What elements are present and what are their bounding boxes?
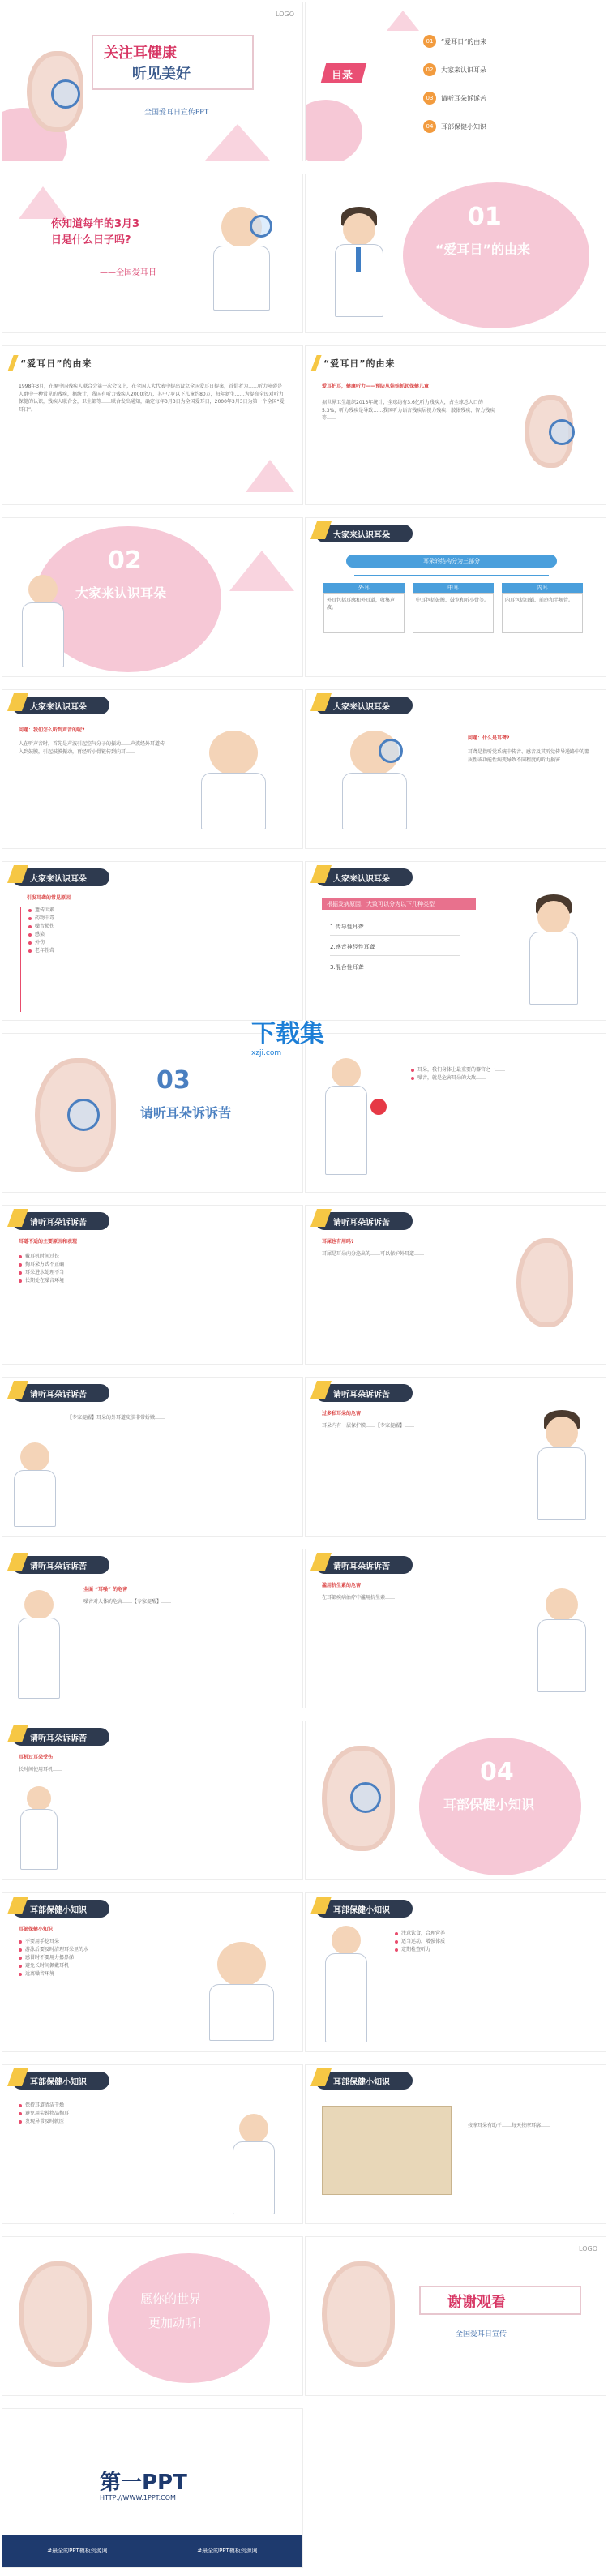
header-text: 耳部保健小知识 bbox=[30, 1905, 87, 1915]
part-label: 中耳 bbox=[413, 583, 494, 593]
slide-header bbox=[12, 1212, 109, 1230]
complain-item: 掏耳朵方式不正确 bbox=[19, 1261, 286, 1269]
slide-origin[interactable] bbox=[2, 345, 303, 505]
header-text: 耳部保健小知识 bbox=[333, 1905, 390, 1915]
complain-list bbox=[19, 1253, 286, 1285]
logo-text: LOGO bbox=[276, 11, 294, 18]
doctor-illustration bbox=[533, 1410, 589, 1524]
section-number: 01 bbox=[468, 203, 502, 231]
slide-causes[interactable] bbox=[2, 861, 303, 1021]
slide-toc[interactable] bbox=[305, 2, 606, 161]
section-title: “爱耳日”的由来 bbox=[435, 242, 531, 257]
complain-text: 【专家提醒】耳朵的外耳道皮肤非常娇嫩…… bbox=[67, 1415, 165, 1421]
slide-how-hear[interactable] bbox=[2, 689, 303, 849]
brand-url: HTTP://WWW.1PPT.COM bbox=[100, 2494, 176, 2501]
section-title: 请听耳朵诉诉苦 bbox=[140, 1105, 232, 1121]
origin-paragraph: 1998年3月，在原中国残疾人联合会第一次会议上，在全国人大代表中提出设立全国爱耳日提案，首倡者为……听力障碍是人群中一种常见的残疾，据统计，我国有听力残疾人2000余万，其中7岁以下儿童约80万，每年新生……为提高全民对听力保健的认识，残疾人联合会，卫生部等……联合发出通知，确定每年3月3日为全国爱耳日，2000年3月3日为第一个全国“爱耳日”。 bbox=[19, 384, 285, 413]
care-item: 避免长时间佩戴耳机 bbox=[19, 1962, 181, 1970]
header-text: 大家来认识耳朵 bbox=[333, 702, 390, 712]
slide-complain-6[interactable] bbox=[305, 1549, 606, 1708]
slide-header bbox=[315, 868, 413, 886]
slide-care-3[interactable] bbox=[2, 2064, 303, 2224]
header-text: 请听耳朵诉诉苦 bbox=[333, 1562, 390, 1571]
slide-header bbox=[315, 1556, 413, 1574]
brand-name: 第一PPT bbox=[100, 2471, 187, 2495]
brand-footer bbox=[2, 2535, 302, 2567]
slide-thanks[interactable] bbox=[305, 2236, 606, 2396]
slide-types[interactable] bbox=[305, 861, 606, 1021]
slide-anatomy[interactable] bbox=[305, 517, 606, 677]
cause-item: 遗传因素 bbox=[28, 907, 272, 915]
care-item: 远离噪音环境 bbox=[19, 1970, 181, 1978]
slide-section-01[interactable] bbox=[305, 174, 606, 333]
care-item: 定期检查听力 bbox=[395, 1946, 589, 1954]
thanks-title: 谢谢观看 bbox=[447, 2294, 506, 2311]
causes-title: 引发耳聋的常见原因 bbox=[27, 895, 71, 901]
complain-text: 在耳部疾病治疗中滥用抗生素…… bbox=[322, 1595, 396, 1601]
heart-icon bbox=[370, 1099, 387, 1115]
slide-header bbox=[12, 1556, 109, 1574]
complain-intro-item: 耳朵，我们身体上最重要的器官之一…… bbox=[411, 1066, 589, 1074]
care-item: 不要用手挖耳朵 bbox=[19, 1938, 181, 1946]
part-desc: 外耳包括耳廓和外耳道，收集声波。 bbox=[323, 593, 405, 633]
types-banner: 根据发病原因，大致可以分为以下几种类型 bbox=[322, 898, 476, 910]
how-hear-question: 问题：我们怎么听到声音的呢? bbox=[19, 727, 85, 733]
header-text: 请听耳朵诉诉苦 bbox=[30, 1218, 87, 1228]
nurse-illustration bbox=[19, 1786, 59, 1875]
header-text: 耳部保健小知识 bbox=[30, 2077, 87, 2087]
cover-subtitle: 全国爱耳日宣传PPT bbox=[144, 109, 209, 117]
slide-header bbox=[12, 868, 109, 886]
slide-care-4[interactable] bbox=[305, 2064, 606, 2224]
slide-care-1[interactable] bbox=[2, 1892, 303, 2052]
acupuncture-image bbox=[322, 2106, 452, 2195]
toc-item-3[interactable] bbox=[423, 92, 486, 105]
nurse-illustration bbox=[322, 1926, 370, 2047]
complain-text: 长时间使用耳机…… bbox=[19, 1767, 63, 1772]
slide-care-2[interactable] bbox=[305, 1892, 606, 2052]
header-text: 大家来认识耳朵 bbox=[30, 702, 87, 712]
question-line2: 日是什么日子吗? bbox=[51, 234, 131, 246]
question-line1: 你知道每年的3月3 bbox=[51, 218, 140, 230]
toc-num: 01 bbox=[423, 35, 436, 48]
header-text: 大家来认识耳朵 bbox=[30, 874, 87, 884]
complain-intro-item: 噪音，就是危害耳朵的大敌…… bbox=[411, 1074, 589, 1082]
part-middle bbox=[413, 583, 494, 633]
toc-item-2[interactable] bbox=[423, 63, 486, 76]
part-label: 内耳 bbox=[502, 583, 583, 593]
brand-footer-col: #最全的PPT模板资源网 bbox=[197, 2548, 258, 2554]
slide-header bbox=[2, 354, 92, 372]
cause-item: 感染 bbox=[28, 931, 272, 939]
how-hear-text: 人在听声音时，首先是声波引起空气分子的振动……声波经外耳道传入到鼓膜，引起鼓膜振动，再经听小骨链传到内耳…… bbox=[19, 741, 165, 755]
slide-header bbox=[12, 697, 109, 714]
slide-complain-3[interactable] bbox=[2, 1377, 303, 1537]
complain-title: 滥用抗生素的危害 bbox=[322, 1583, 362, 1588]
header-text: 大家来认识耳朵 bbox=[333, 874, 390, 884]
slide-header bbox=[306, 354, 395, 372]
slide-cover[interactable] bbox=[2, 2, 303, 161]
complain-intro-list bbox=[411, 1066, 589, 1082]
section-number: 02 bbox=[108, 546, 142, 575]
part-outer bbox=[323, 583, 405, 633]
type-item: 2.感音神经性耳聋 bbox=[330, 944, 375, 950]
care-item: 保持耳道清洁干燥 bbox=[19, 2102, 213, 2110]
header-text: 请听耳朵诉诉苦 bbox=[30, 1390, 87, 1399]
toc-num: 02 bbox=[423, 63, 436, 76]
nurse-illustration bbox=[229, 2114, 278, 2219]
header-text: 大家来认识耳朵 bbox=[333, 530, 390, 540]
cause-item: 老年性聋 bbox=[28, 947, 272, 955]
slide-complain-7[interactable] bbox=[2, 1721, 303, 1880]
slide-header bbox=[315, 697, 413, 714]
toc-item-1[interactable] bbox=[423, 35, 486, 48]
nurse-illustration bbox=[15, 1590, 63, 1704]
slide-question[interactable] bbox=[2, 174, 303, 333]
care-title: 耳部保健小知识 bbox=[19, 1927, 54, 1932]
causes-list bbox=[28, 907, 272, 955]
doctor-illustration bbox=[19, 575, 67, 672]
doctor-illustration bbox=[205, 199, 278, 320]
slide-wish[interactable] bbox=[2, 2236, 303, 2396]
brand-footer-col: #最全的PPT模板资源网 bbox=[47, 2548, 108, 2554]
complain-item: 长期处在噪音环境 bbox=[19, 1277, 286, 1285]
cover-title-2: 听见美好 bbox=[132, 66, 191, 83]
care-list bbox=[19, 1938, 181, 1978]
what-deaf-text: 耳聋是指听觉系统中传音、感音及其听觉传导通路中的器质性或功能性病变导致不同程度的听力损害…… bbox=[468, 749, 590, 763]
complain-title: 全面 “耳噪” 的危害 bbox=[83, 1587, 128, 1592]
header-text: 请听耳朵诉诉苦 bbox=[30, 1562, 87, 1571]
part-desc: 内耳包括耳蜗、前庭和半规管。 bbox=[502, 593, 583, 633]
part-label: 外耳 bbox=[323, 583, 405, 593]
section-number: 04 bbox=[480, 1758, 514, 1786]
care-item: 适当运动，增强体质 bbox=[395, 1938, 589, 1946]
watermark bbox=[251, 1014, 365, 1062]
logo-text: LOGO bbox=[579, 2245, 597, 2252]
care-item: 发现异常及时就医 bbox=[19, 2118, 213, 2126]
watermark-text: 下载集 bbox=[251, 1020, 324, 1048]
origin-paragraph: 据世界卫生组织2013年统计，全球约有3.6亿听力残疾人，占全球总人口的5.3%，听力残疾是导致……我国听力语言残疾居视力残疾、肢体残疾、智力残疾等…… bbox=[322, 400, 495, 421]
slide-section-04[interactable] bbox=[305, 1721, 606, 1880]
slide-header bbox=[315, 525, 413, 542]
slide-header bbox=[12, 1384, 109, 1402]
origin-slogan: 爱耳护耳，健康听力——预防从娃娃抓起保健儿童 bbox=[322, 384, 430, 389]
care-item: 感冒时不要用力擤鼻涕 bbox=[19, 1954, 181, 1962]
slide-complain-4[interactable] bbox=[305, 1377, 606, 1537]
wish-line2: 更加动听! bbox=[148, 2316, 203, 2330]
header-text: 请听耳朵诉诉苦 bbox=[333, 1218, 390, 1228]
toc-num: 04 bbox=[423, 120, 436, 133]
doctor-illustration bbox=[533, 1582, 589, 1695]
complain-title: 耳屎也有用吗? bbox=[322, 1239, 354, 1245]
slide-complain-2[interactable] bbox=[305, 1205, 606, 1365]
what-deaf-question: 问题：什么是耳聋? bbox=[468, 735, 510, 741]
anatomy-banner: 耳朵的结构分为三部分 bbox=[346, 555, 557, 568]
doctor-illustration bbox=[330, 722, 419, 836]
section-title: 大家来认识耳朵 bbox=[75, 585, 167, 601]
thanks-subtitle: 全国爱耳日宣传 bbox=[456, 2330, 507, 2338]
slide-complain-1[interactable] bbox=[2, 1205, 303, 1365]
doctor-illustration bbox=[11, 1442, 59, 1532]
toc-item-label: 大家来认识耳朵 bbox=[441, 66, 486, 74]
toc-item-4[interactable] bbox=[423, 120, 486, 133]
slide-origin-2[interactable] bbox=[305, 345, 606, 505]
complain-item: 戴耳机时间过长 bbox=[19, 1253, 286, 1261]
part-desc: 中耳包括鼓膜、鼓室和听小骨等。 bbox=[413, 593, 494, 633]
causes-timeline bbox=[20, 907, 21, 1012]
question-answer: ——全国爱耳日 bbox=[100, 268, 156, 277]
complain-item: 耳朵进水处理不当 bbox=[19, 1269, 286, 1277]
care-list bbox=[19, 2102, 213, 2126]
part-inner bbox=[502, 583, 583, 633]
slide-header bbox=[315, 2072, 413, 2090]
toc-num: 03 bbox=[423, 92, 436, 105]
wish-line1: 愿你的世界 bbox=[140, 2291, 202, 2306]
care-list bbox=[395, 1930, 589, 1954]
slide-header bbox=[315, 1212, 413, 1230]
cause-item: 外伤 bbox=[28, 939, 272, 947]
watermark-url: xzji.com bbox=[251, 1049, 282, 1057]
slide-header bbox=[12, 2072, 109, 2090]
care-item: 注意饮食，合理营养 bbox=[395, 1930, 589, 1938]
care-item: 游泳后要及时清理耳朵里的水 bbox=[19, 1946, 181, 1954]
complain-text: 耳朵内有一层保护膜……【专家提醒】…… bbox=[322, 1423, 415, 1429]
toc-item-label: 耳部保健小知识 bbox=[441, 122, 486, 131]
care-item: 避免用尖锐物品掏耳 bbox=[19, 2110, 213, 2118]
header-text: “爱耳日”的由来 bbox=[323, 358, 396, 369]
care-text: 按摩耳朵有助于……每天按摩耳廓…… bbox=[468, 2123, 551, 2128]
doctor-illustration bbox=[197, 1934, 286, 2047]
cause-item: 噪音损伤 bbox=[28, 923, 272, 931]
slide-what-deaf[interactable] bbox=[305, 689, 606, 849]
doctor-illustration bbox=[330, 207, 387, 320]
toc-item-label: “爱耳日”的由来 bbox=[441, 37, 487, 45]
header-text: “爱耳日”的由来 bbox=[20, 358, 92, 369]
brand-block[interactable] bbox=[2, 2408, 303, 2568]
slide-section-02[interactable] bbox=[2, 517, 303, 677]
slide-header bbox=[315, 1900, 413, 1918]
complain-title: 耳机过耳朵受伤 bbox=[19, 1755, 54, 1760]
type-item: 3.混合性耳聋 bbox=[330, 964, 364, 971]
complain-title: 耳道不适的主要原因和表现 bbox=[19, 1239, 78, 1245]
header-text: 请听耳朵诉诉苦 bbox=[333, 1390, 390, 1399]
doctor-illustration bbox=[525, 894, 581, 1008]
type-item: 1.传导性耳聋 bbox=[330, 924, 364, 930]
toc-item-label: 请听耳朵诉诉苦 bbox=[441, 94, 486, 102]
complain-text: 耳屎是耳朵内分泌出的……可以保护外耳道…… bbox=[322, 1251, 425, 1257]
cover-title: 关注耳健康 bbox=[104, 45, 177, 62]
section-title: 耳部保健小知识 bbox=[443, 1797, 535, 1812]
complain-title: 过多私耳朵的危害 bbox=[322, 1411, 362, 1417]
nurse-illustration bbox=[322, 1058, 370, 1188]
slide-header bbox=[315, 1384, 413, 1402]
cause-item: 药物中毒 bbox=[28, 915, 272, 923]
toc-title: 目录 bbox=[332, 70, 353, 82]
header-text: 耳部保健小知识 bbox=[333, 2077, 390, 2087]
complain-text: 噪音对人体的危害……【专家提醒】…… bbox=[83, 1599, 172, 1605]
slide-complain-5[interactable] bbox=[2, 1549, 303, 1708]
slide-header bbox=[12, 1900, 109, 1918]
header-text: 请听耳朵诉诉苦 bbox=[30, 1734, 87, 1743]
doctor-illustration bbox=[189, 722, 278, 836]
slide-header bbox=[12, 1728, 109, 1746]
section-number: 03 bbox=[156, 1066, 191, 1095]
